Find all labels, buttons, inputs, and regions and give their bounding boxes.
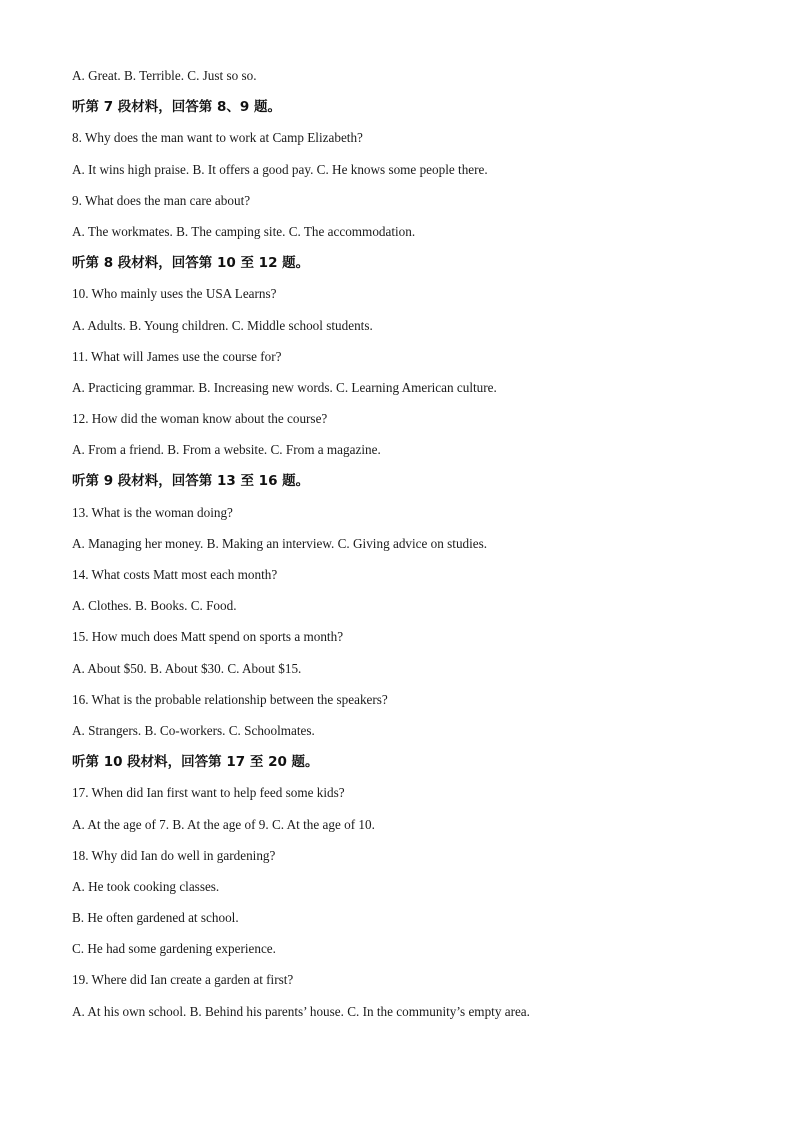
answer-option: B. He often gardened at school.	[72, 910, 239, 926]
answer-option: A. He took cooking classes.	[72, 878, 220, 894]
answer-options: A. Great. B. Terrible. C. Just so so.	[72, 68, 257, 83]
question-text: 16. What is the probable relationship between the speakers?	[72, 691, 388, 707]
question-text: 15. How much does Matt spend on sports a month?	[72, 629, 344, 645]
question-text: 14. What costs Matt most each month?	[72, 567, 278, 582]
answer-options: A. Strangers. B. Co-workers. C. Schoolmates.	[72, 722, 315, 738]
question-text: 19. Where did Ian create a garden at first?	[72, 972, 294, 988]
question-text: 17. When did Ian first want to help feed some kids?	[72, 785, 345, 801]
section-heading: 听第 9 段材料，回答第 13 至 16 题。	[72, 473, 310, 490]
answer-options: A. Managing her money. B. Making an interview. C. Giving advice on studies.	[72, 535, 488, 551]
answer-options: A. From a friend. B. From a website. C. From a magazine.	[72, 442, 381, 458]
question-text: 18. Why did Ian do well in gardening?	[72, 847, 276, 863]
answer-options: A. Adults. B. Young children. C. Middle school students.	[72, 317, 373, 333]
answer-options: A. At the age of 7. B. At the age of 9. C. At the age of 10.	[72, 816, 375, 832]
answer-options: A. At his own school. B. Behind his parents’ house. C. In the community’s empty area.	[72, 1003, 530, 1019]
answer-options: A. Clothes. B. Books. C. Food.	[72, 598, 237, 614]
section-heading: 听第 8 段材料，回答第 10 至 12 题。	[72, 255, 310, 272]
question-text: 10. Who mainly uses the USA Learns?	[72, 286, 277, 302]
question-text: 13. What is the woman doing?	[72, 504, 233, 520]
question-text: 11. What will James use the course for?	[72, 348, 282, 364]
answer-options: A. It wins high praise. B. It offers a good pay. C. He knows some people there.	[72, 161, 488, 177]
document-page	[72, 66, 732, 1033]
question-text: 9. What does the man care about?	[72, 192, 251, 208]
answer-options: A. About $50. B. About $30. C. About $15.	[72, 660, 302, 676]
section-heading: 听第 7 段材料，回答第 8、9 题。	[72, 99, 281, 116]
section-heading: 听第 10 段材料，回答第 17 至 20 题。	[72, 754, 319, 771]
answer-options: A. The workmates. B. The camping site. C. The accommodation.	[72, 223, 416, 239]
question-text: 12. How did the woman know about the course?	[72, 411, 328, 427]
answer-options: A. Practicing grammar. B. Increasing new words. C. Learning American culture.	[72, 379, 497, 395]
question-text: 8. Why does the man want to work at Camp Elizabeth?	[72, 130, 363, 146]
answer-option: C. He had some gardening experience.	[72, 941, 276, 957]
